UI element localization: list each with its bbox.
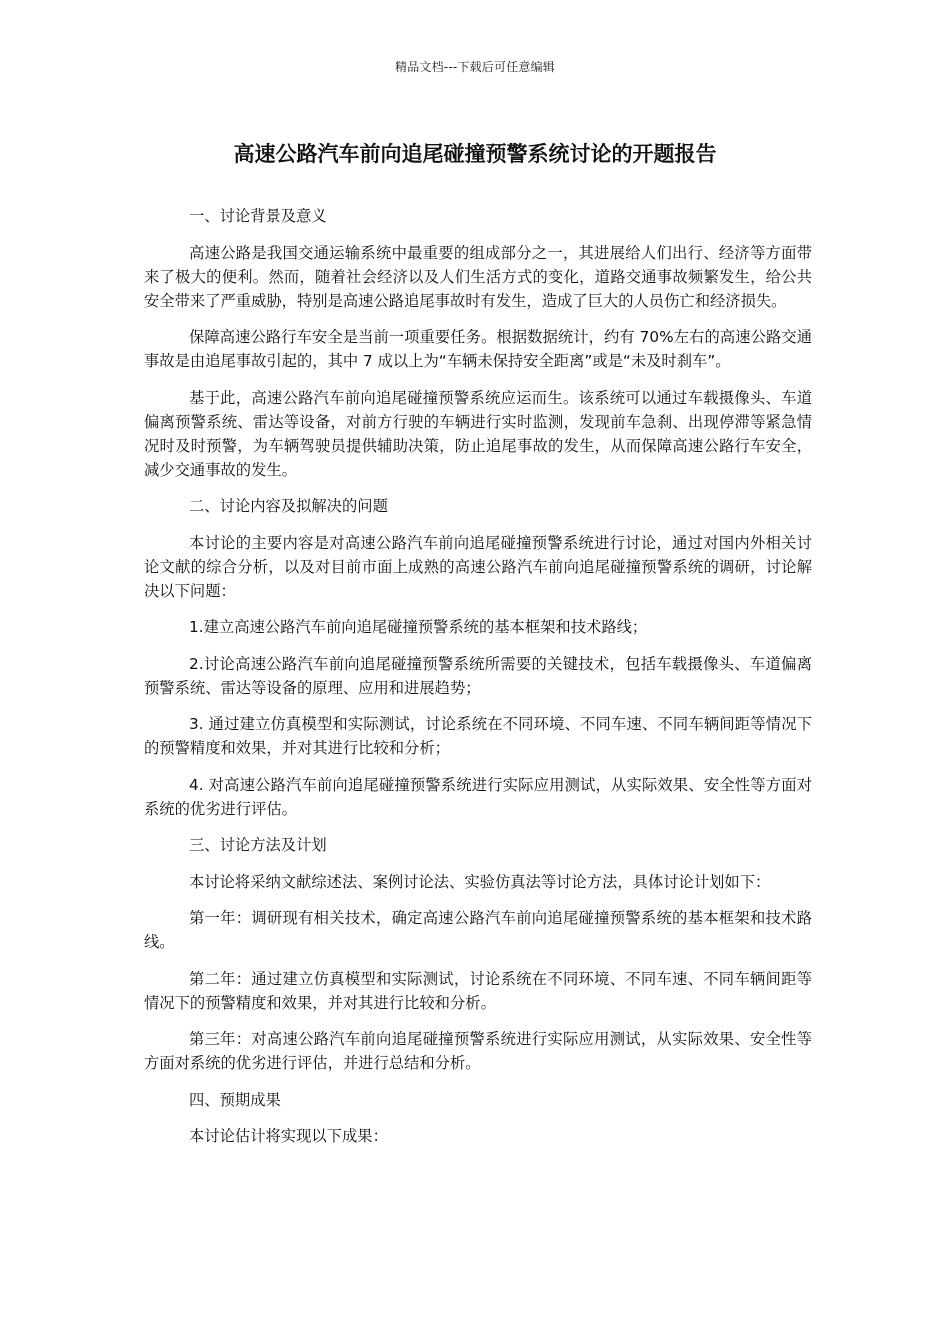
section-heading-outcomes: 四、预期成果	[189, 1090, 281, 1109]
section-heading-methods: 三、讨论方法及计划	[189, 836, 327, 854]
document-title: 高速公路汽车前向追尾碰撞预警系统讨论的开题报告	[233, 142, 717, 166]
section-heading-background: 一、讨论背景及意义	[189, 207, 327, 225]
plan-item: 第二年：通过建立仿真模型和实际测试，讨论系统在不同环境、不同车速、不同车辆间距等情况下的预警精度和效果，并对其进行比较和分析。	[144, 969, 812, 1012]
paragraph: 本讨论的主要内容是对高速公路汽车前向追尾碰撞预警系统进行讨论，通过对国内外相关讨论文献的综合分析，以及对目前市面上成熟的高速公路汽车前向追尾碰撞预警系统的调研，讨论解决以下问题：	[144, 533, 812, 600]
paragraph: 本讨论估计将实现以下成果：	[189, 1127, 388, 1145]
paragraph: 本讨论将采纳文献综述法、案例讨论法、实验仿真法等讨论方法，具体讨论计划如下：	[189, 872, 771, 891]
section-heading-content: 二、讨论内容及拟解决的问题	[189, 497, 388, 515]
list-item: 3. 通过建立仿真模型和实际测试，讨论系统在不同环境、不同车速、不同车辆间距等情况下的预警精度和效果，并对其进行比较和分析；	[144, 715, 812, 757]
document-body	[144, 204, 812, 1161]
paragraph: 基于此，高速公路汽车前向追尾碰撞预警系统应运而生。该系统可以通过车载摄像头、车道偏离预警系统、雷达等设备，对前方行驶的车辆进行实时监测，发现前车急刹、出现停滞等紧急情况时及时预警，为车辆驾驶员提供辅助决策，防止追尾事故的发生，从而保障高速公路行车安全，减少交通事故的发生。	[144, 388, 812, 479]
plan-item: 第三年：对高速公路汽车前向追尾碰撞预警系统进行实际应用测试，从实际效果、安全性等方面对系统的优劣进行评估，并进行总结和分析。	[144, 1030, 812, 1072]
list-item: 2.讨论高速公路汽车前向追尾碰撞预警系统所需要的关键技术，包括车载摄像头、车道偏离预警系统、雷达等设备的原理、应用和进展趋势；	[144, 654, 812, 697]
header-note: 精品文档---下载后可任意编辑	[395, 60, 555, 74]
list-item: 1.建立高速公路汽车前向追尾碰撞预警系统的基本框架和技术路线；	[189, 618, 648, 636]
plan-item: 第一年：调研现有相关技术，确定高速公路汽车前向追尾碰撞预警系统的基本框架和技术路线。	[144, 909, 812, 951]
list-item: 4. 对高速公路汽车前向追尾碰撞预警系统进行实际应用测试，从实际效果、安全性等方面对系统的优劣进行评估。	[144, 775, 812, 818]
paragraph: 保障高速公路行车安全是当前一项重要任务。根据数据统计，约有 70%左右的高速公路交通事故是由追尾事故引起的，其中 7 成以上为“车辆未保持安全距离”或是“未及时刹车”。	[144, 328, 812, 370]
paragraph: 高速公路是我国交通运输系统中最重要的组成部分之一，其进展给人们出行、经济等方面带来了极大的便利。然而，随着社会经济以及人们生活方式的变化，道路交通事故频繁发生，给公共安全带来了严重威胁，特别是高速公路追尾事故时有发生，造成了巨大的人员伤亡和经济损失。	[144, 243, 812, 310]
